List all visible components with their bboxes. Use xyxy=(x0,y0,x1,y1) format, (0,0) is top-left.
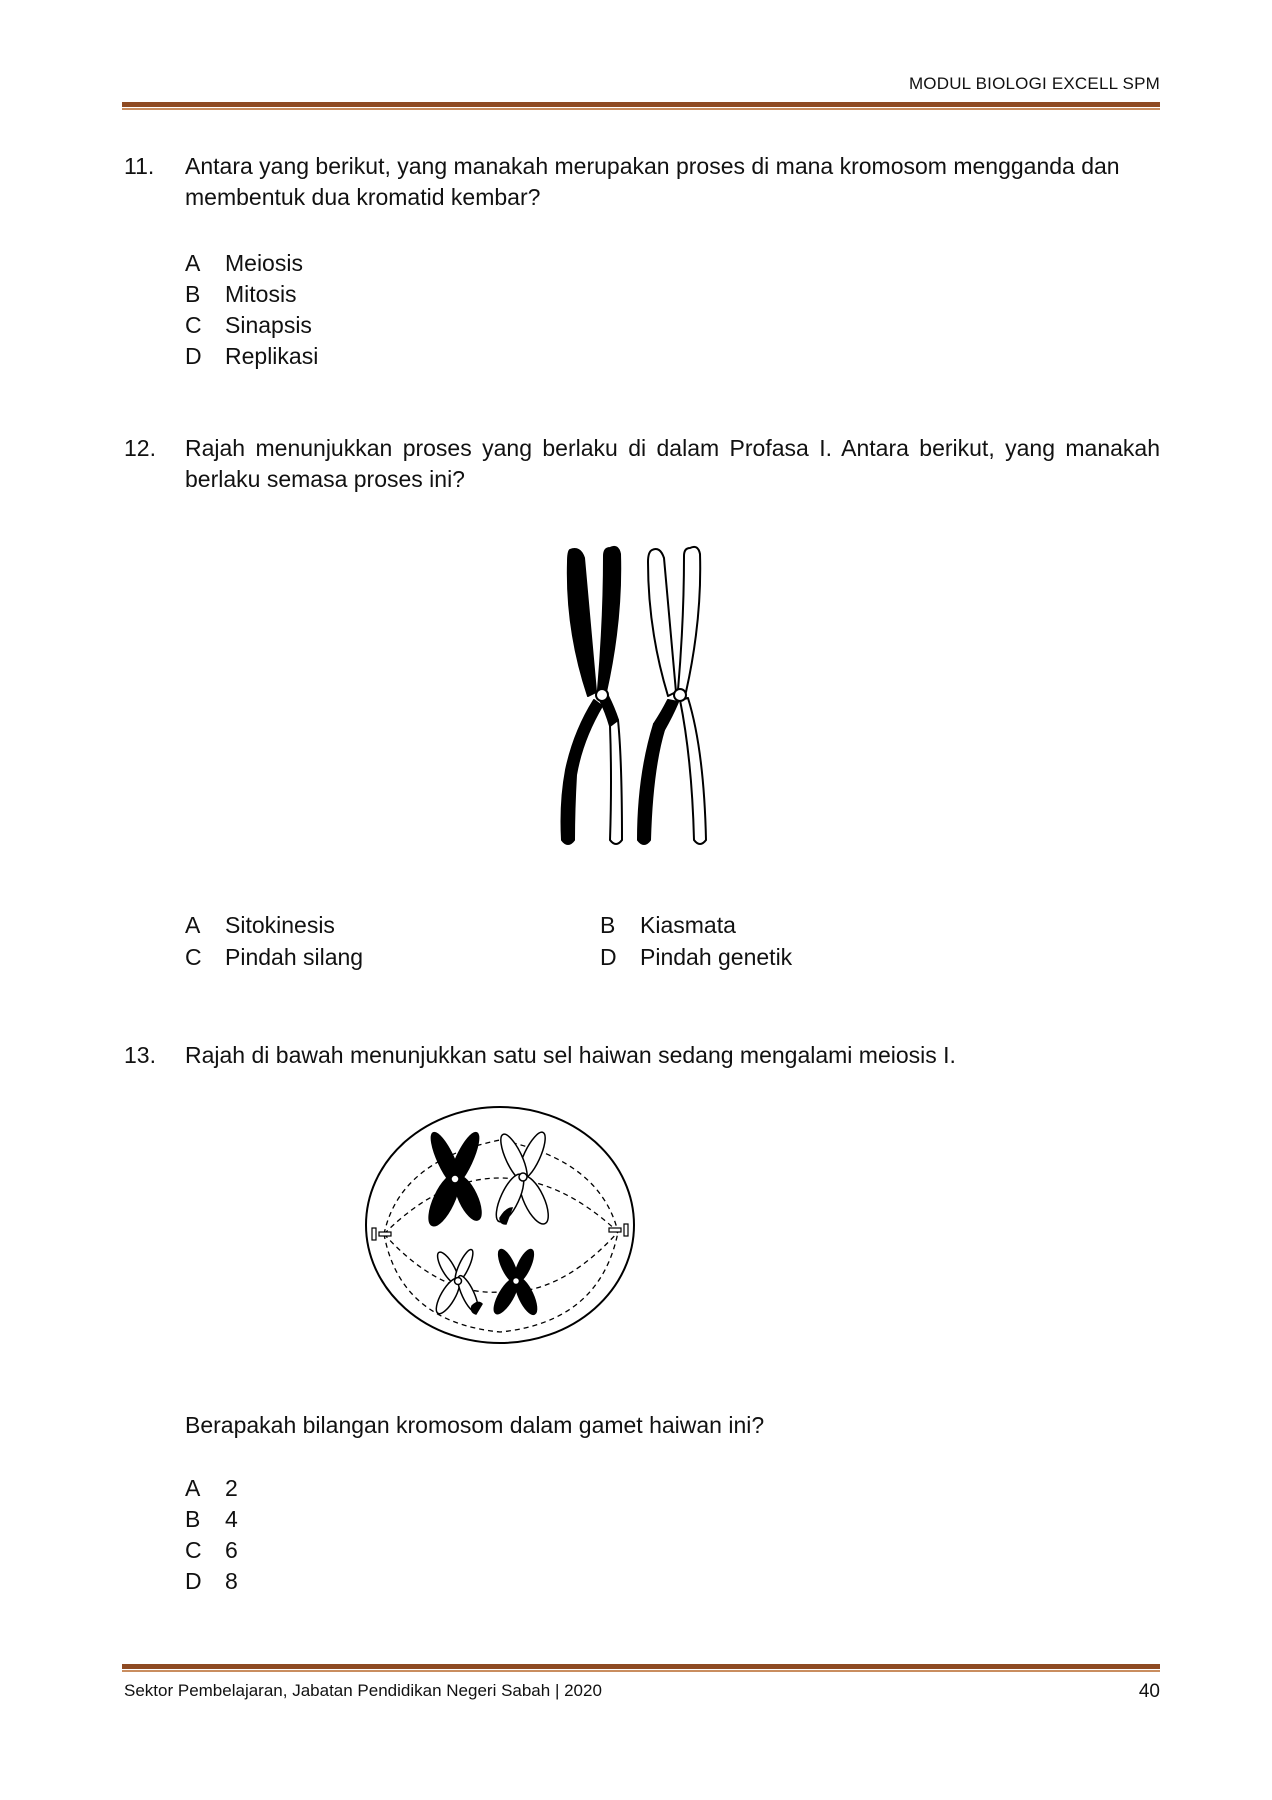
option-b[interactable]: B Mitosis xyxy=(185,281,297,307)
centromere-black xyxy=(596,689,608,701)
option-d[interactable]: D Replikasi xyxy=(185,343,319,369)
chromatid-black-lower-left xyxy=(562,700,603,844)
chromatid-black-upper-right xyxy=(598,547,620,692)
question-text: Rajah menunjukkan proses yang berlaku di dalam Profasa I. Antara berikut, yang manakah berlaku semasa proses ini? xyxy=(185,435,1160,492)
chromosome-large-white xyxy=(491,1129,554,1228)
option-a[interactable]: A Sitokinesis xyxy=(185,912,335,938)
chromatid-black-upper-left xyxy=(568,549,596,696)
option-d[interactable]: D Pindah genetik xyxy=(600,944,793,970)
centriole-left xyxy=(372,1228,391,1240)
option-c[interactable]: C 6 xyxy=(185,1537,238,1563)
question-number: 13. xyxy=(124,1042,156,1068)
option-a[interactable]: A 2 xyxy=(185,1475,238,1501)
page-number: 40 xyxy=(1138,1681,1160,1702)
option-c[interactable]: C Sinapsis xyxy=(185,312,312,338)
centromere-white xyxy=(674,689,686,701)
option-b[interactable]: B 4 xyxy=(185,1506,238,1532)
option-c[interactable]: C Pindah silang xyxy=(185,944,364,970)
chromosome-small-black xyxy=(490,1247,541,1317)
chromatid-white-lower-right-2 xyxy=(680,698,706,844)
question-number: 11. xyxy=(124,153,155,179)
chromosome-crossover-diagram xyxy=(540,540,720,860)
sub-question: Berapakah bilangan kromosom dalam gamet haiwan ini? xyxy=(185,1412,765,1438)
chromatid-black-lower-left-2 xyxy=(638,724,664,844)
chromatid-white-upper-left xyxy=(648,549,676,696)
question-text: Rajah di bawah menunjukkan satu sel haiwan sedang mengalami meiosis I. xyxy=(185,1042,956,1068)
chromatid-white-upper-right xyxy=(678,547,700,692)
option-a[interactable]: A Meiosis xyxy=(185,250,303,276)
chromosome-small-white xyxy=(432,1248,482,1317)
option-b[interactable]: B Kiasmata xyxy=(600,912,736,938)
option-d[interactable]: D 8 xyxy=(185,1568,238,1594)
chromatid-white-lower-right xyxy=(610,720,622,844)
question-number: 12. xyxy=(124,435,156,461)
header-title: MODUL BIOLOGI EXCELL SPM xyxy=(908,74,1160,93)
question-text: Antara yang berikut, yang manakah merupakan proses di mana kromosom mengganda dan membentuk dua kromatid kembar? xyxy=(185,153,1120,210)
footer-text: Sektor Pembelajaran, Jabatan Pendidikan Negeri Sabah | 2020 xyxy=(124,1681,602,1700)
header-rule xyxy=(122,102,1160,110)
meiosis-cell-diagram xyxy=(360,1100,640,1350)
footer-rule xyxy=(122,1664,1160,1672)
